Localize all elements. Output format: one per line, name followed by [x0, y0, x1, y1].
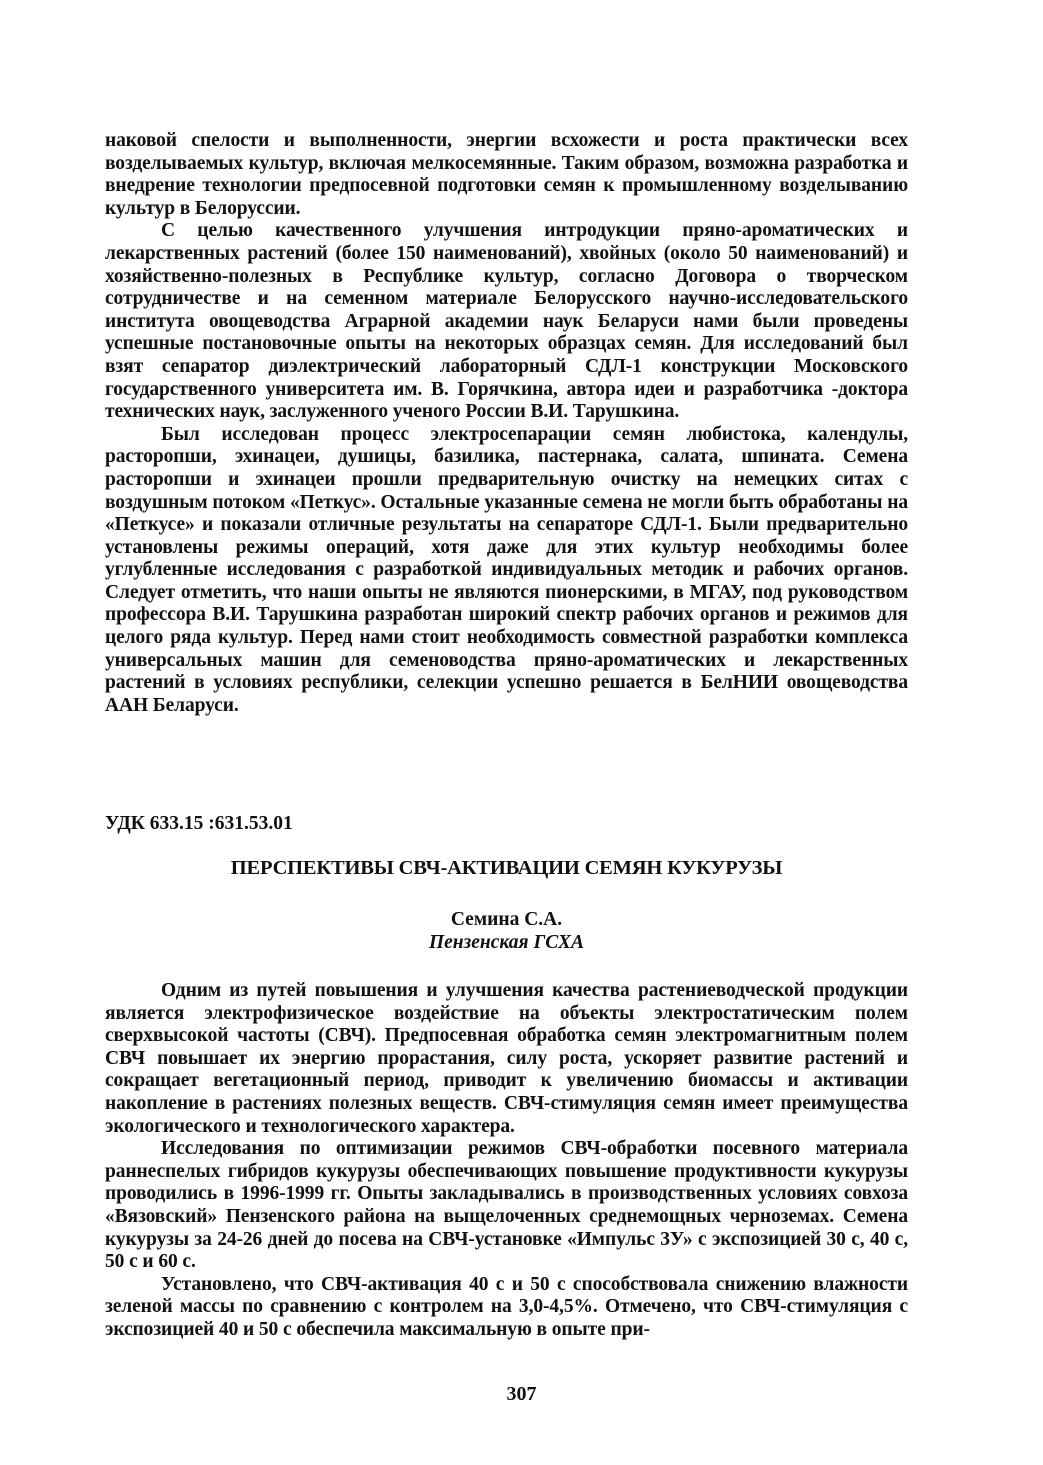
udk-code: УДК 633.15 :631.53.01 [105, 813, 293, 834]
previous-article-continuation [105, 130, 908, 717]
paragraph: наковой спелости и выполненности, энергии всхожести и роста практически всех возделываемых культур, включая мелкосемянные. Таким образом, возможна разработка и внедрение технологии предпосевной подготовки семян к промышленному возделыванию культур в Белоруссии. [105, 130, 908, 219]
paragraph: Установлено, что СВЧ-активация 40 с и 50 с способствовала снижению влажности зеленой массы по сравнению с контролем на 3,0-4,5%. Отмечено, что СВЧ-стимуляция с экспозицией 40 и 50 с обеспечила максимальную в опыте при- [105, 1273, 908, 1340]
page-number: 307 [506, 1383, 537, 1405]
author-name: Семина С.А. [450, 909, 563, 930]
article-title: ПЕРСПЕКТИВЫ СВЧ-АКТИВАЦИИ СЕМЯН КУКУРУЗЫ [230, 857, 783, 879]
paragraph: Был исследован процесс электросепарации семян любистока, календулы, расторопши, эхинацеи, душицы, базилика, пастернака, салата, шпината. Семена расторопши и эхинацеи прошли предварительную очистку на немецких ситах с воздушным потоком «Петкус». Остальные указанные семена не могли быть обработаны на «Петкусе» и показали отличные результаты на сепараторе СДЛ-1. Были предварительно установлены режимы операций, хотя даже для этих культур необходимы более углубленные исследования с разработкой индивидуальных методик и рабочих органов. Следует отметить, что наши опыты не являются пионерскими, в МГАУ, под руководством профессора В.И. Тарушкина разработан широкий спектр рабочих органов и режимов для целого ряда культур. Перед нами стоит необходимость совместной разработки комплекса универсальных машин для семеноводства пряно-ароматических и лекарственных растений в условиях республики, селекции успешно решается в БелНИИ овощеводства ААН Беларуси. [105, 423, 908, 716]
paragraph: Исследования по оптимизации режимов СВЧ-обработки посевного материала раннеспелых гибридов кукурузы обеспечивающих повышение продуктивности кукурузы проводились в 1996-1999 гг. Опыты закладывались в производственных условиях совхоза «Вязовский» Пензенского района на выщелоченных среднемощных черноземах. Семена кукурузы за 24-26 дней до посева на СВЧ-установке «Импульс 3У» с экспозицией 30 с, 40 с, 50 с и 60 с. [105, 1138, 908, 1273]
author-affiliation: Пензенская ГСХА [428, 932, 584, 953]
paragraph: С целью качественного улучшения интродукции пряно-ароматических и лекарственных растений (более 150 наименований), хвойных (около 50 наименований) и хозяйственно-полезных в Республике культур, согласно Договора о творческом сотрудничестве и на семенном материале Белорусского научно-исследовательского института овощеводства Аграрной академии наук Беларуси нами были проведены успешные постановочные опыты на некоторых образцах семян. Для исследований был взят сепаратор диэлектрический лабораторный СДЛ-1 конструкции Московского государственного университета им. В. Горячкина, автора идеи и разработчика -доктора технических наук, заслуженного ученого России В.И. Тарушкина. [105, 220, 908, 423]
paragraph: Одним из путей повышения и улучшения качества растениеводческой продукции является электрофизическое воздействие на объекты электростатическим полем сверхвысокой частоты (СВЧ). Предпосевная обработка семян электромагнитным полем СВЧ повышает их энергию прорастания, силу роста, ускоряет развитие растений и сокращает вегетационный период, приводит к увеличению биомассы и активации накопление в растениях полезных веществ. СВЧ-стимуляция семян имеет преимущества экологического и технологического характера. [105, 980, 908, 1137]
article-body [105, 980, 908, 1342]
